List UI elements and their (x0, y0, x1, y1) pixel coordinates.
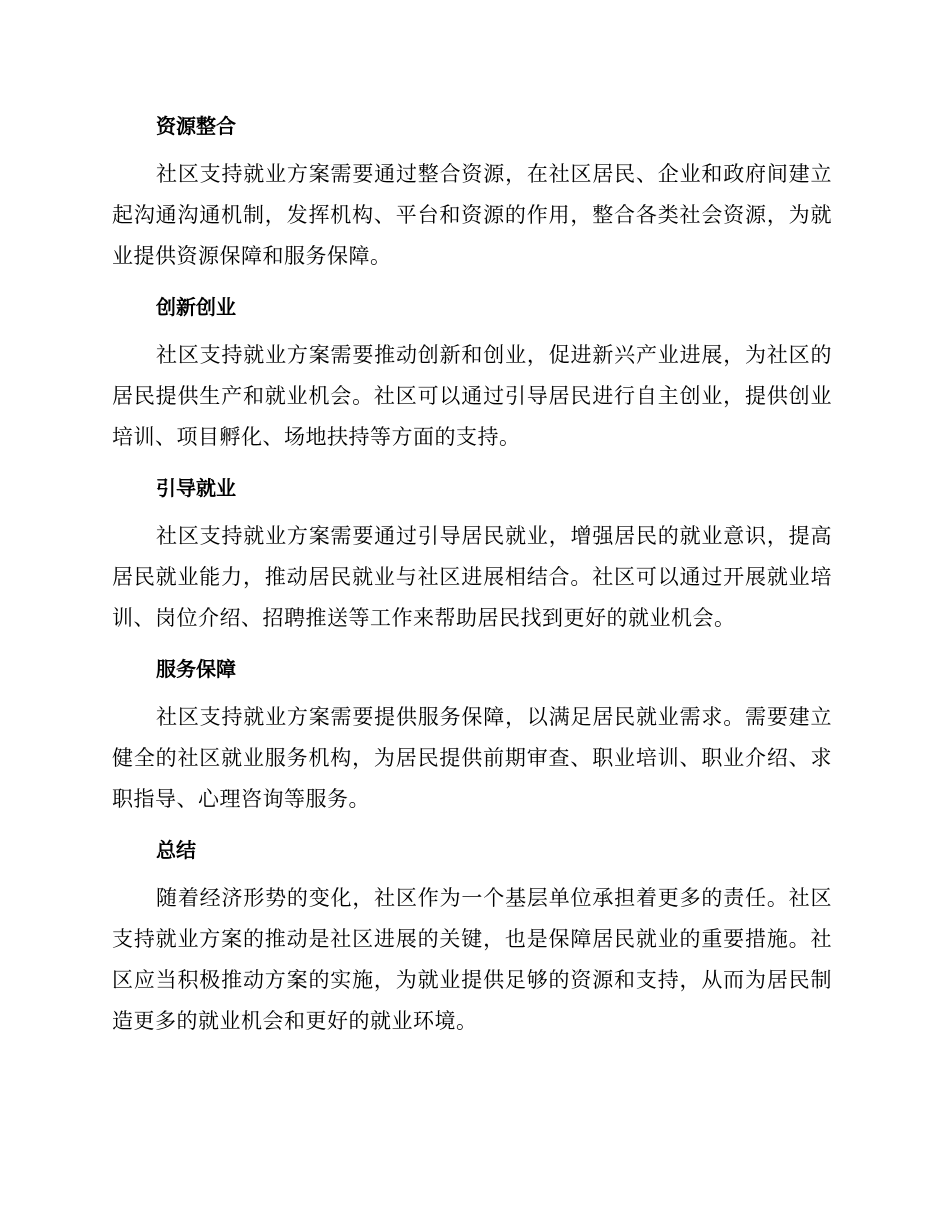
section-paragraph: 社区支持就业方案需要通过整合资源，在社区居民、企业和政府间建立起沟通沟通机制，发挥机构、平台和资源的作用，整合各类社会资源，为就业提供资源保障和服务保障。 (112, 162, 832, 268)
section-heading: 服务保障 (156, 657, 236, 681)
section-summary (112, 830, 832, 1042)
section-paragraph: 社区支持就业方案需要推动创新和创业，促进新兴产业进展，为社区的居民提供生产和就业机会。社区可以通过引导居民进行自主创业，提供创业培训、项目孵化、场地扶持等方面的支持。 (112, 343, 832, 449)
section-employment-guidance (112, 468, 832, 639)
section-paragraph: 随着经济形势的变化，社区作为一个基层单位承担着更多的责任。社区支持就业方案的推动是社区进展的关键，也是保障居民就业的重要措施。社区应当积极推动方案的实施，为就业提供足够的资源和支持，从而为居民制造更多的就业机会和更好的就业环境。 (112, 886, 832, 1033)
section-heading: 引导就业 (156, 476, 236, 500)
section-paragraph: 社区支持就业方案需要通过引导居民就业，增强居民的就业意识，提高居民就业能力，推动居民就业与社区进展相结合。社区可以通过开展就业培训、岗位介绍、招聘推送等工作来帮助居民找到更好的就业机会。 (112, 524, 832, 630)
section-resource-integration (112, 106, 832, 277)
section-heading: 总结 (156, 838, 196, 862)
section-heading: 资源整合 (156, 114, 236, 138)
document-page (112, 106, 832, 1052)
section-heading: 创新创业 (156, 295, 236, 319)
section-service-guarantee (112, 649, 832, 820)
section-paragraph: 社区支持就业方案需要提供服务保障，以满足居民就业需求。需要建立健全的社区就业服务机构，为居民提供前期审查、职业培训、职业介绍、求职指导、心理咨询等服务。 (112, 705, 832, 811)
section-innovation-entrepreneurship (112, 287, 832, 458)
